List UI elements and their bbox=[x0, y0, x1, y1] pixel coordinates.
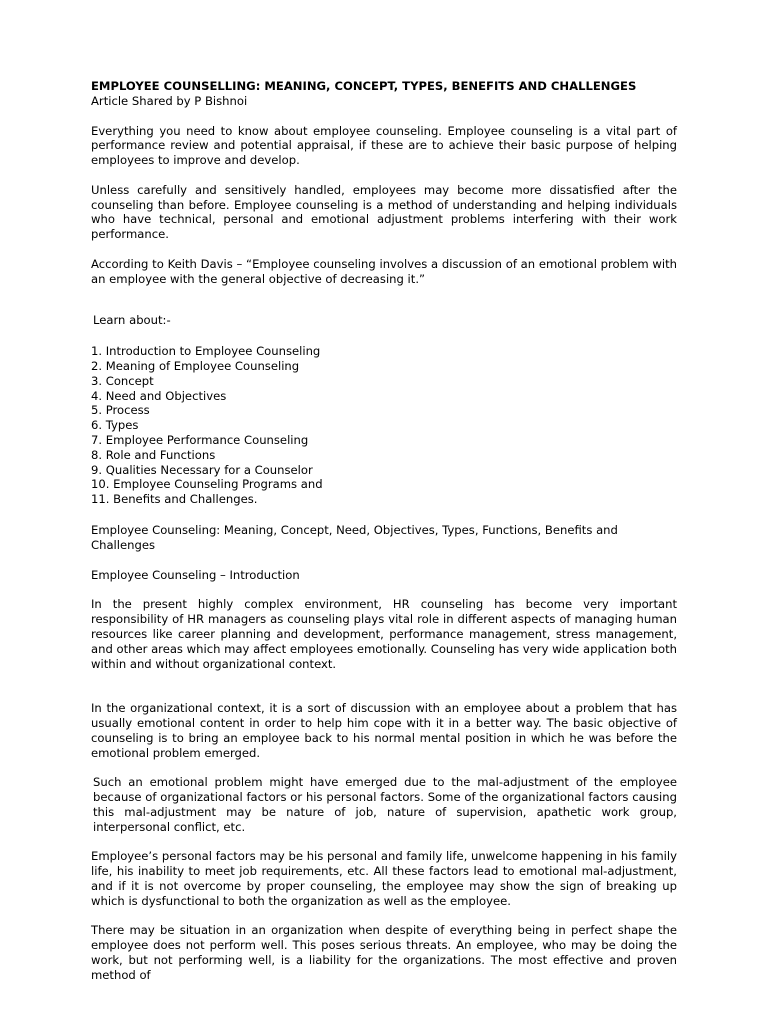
topic-item: 6. Types bbox=[91, 418, 139, 433]
topic-item: 9. Qualities Necessary for a Counselor bbox=[91, 462, 313, 477]
topic-item: 2. Meaning of Employee Counseling bbox=[91, 358, 300, 373]
section-heading: Employee Counseling: Meaning, Concept, Need, Objectives, Types, Functions, Benefits and Challenges bbox=[91, 522, 618, 552]
intro-paragraph-3: According to Keith Davis – “Employee counseling involves a discussion of an emotional problem with an employee with the general objective of decreasing it.” bbox=[91, 256, 677, 286]
topic-item: 11. Benefits and Challenges. bbox=[91, 492, 258, 507]
intro-paragraph-1: Everything you need to know about employee counseling. Employee counseling is a vital part of performance review and potential appraisal, if these are to achieve their basic purpose of helping employees to improve and develop. bbox=[91, 123, 677, 168]
article-title: EMPLOYEE COUNSELLING: MEANING, CONCEPT, TYPES, BENEFITS AND CHALLENGES bbox=[91, 79, 637, 93]
body-paragraph-5: There may be situation in an organization when despite of everything being in perfect shape the employee does not perform well. This poses serious threats. An employee, who may be doing the work, but not performing well, is a liability for the organizations. The most effective and proven method of bbox=[91, 923, 677, 982]
body-paragraph-3: Such an emotional problem might have emerged due to the mal-adjustment of the employee because of organizational factors or his personal factors. Some of the organizational factors causing this mal-adjustment may be nature of job, nature of supervision, apathetic work group, interpersonal conflict, etc. bbox=[93, 775, 677, 834]
topic-item: 4. Need and Objectives bbox=[91, 388, 227, 403]
article-byline: Article Shared by P Bishnoi bbox=[91, 93, 248, 108]
topic-item: 1. Introduction to Employee Counseling bbox=[91, 344, 321, 359]
body-paragraph-4: Employee’s personal factors may be his personal and family life, unwelcome happening in his family life, his inability to meet job requirements, etc. All these factors lead to emotional mal-adjustment, and if it is not overcome by proper counseling, the employee may show the sign of breaking up which is dysfunctional to both the organization as well as the employee. bbox=[91, 849, 677, 908]
topic-item: 5. Process bbox=[91, 403, 150, 418]
topic-item: 7. Employee Performance Counseling bbox=[91, 432, 309, 447]
topic-list bbox=[91, 344, 677, 507]
learn-about-label: Learn about:- bbox=[93, 313, 171, 328]
topic-item: 8. Role and Functions bbox=[91, 447, 216, 462]
body-paragraph-2: In the organizational context, it is a sort of discussion with an employee about a problem that has usually emotional content in order to help him cope with it in a better way. The basic objective of counseling is to bring an employee back to his normal mental position in which he was before the emotional problem emerged. bbox=[91, 701, 677, 760]
topic-item: 10. Employee Counseling Programs and bbox=[91, 477, 323, 492]
intro-paragraph-2: Unless carefully and sensitively handled, employees may become more dissatisfied after the counseling than before. Employee counseling is a method of understanding and helping individuals who have technical, personal and emotional adjustment problems interfering with their work performance. bbox=[91, 182, 677, 242]
topic-item: 3. Concept bbox=[91, 373, 154, 388]
introduction-heading: Employee Counseling – Introduction bbox=[91, 567, 300, 582]
body-paragraph-1: In the present highly complex environment, HR counseling has become very important responsibility of HR managers as counseling plays vital role in different aspects of managing human resources like career planning and development, performance management, stress management, and other areas which may affect employees emotionally. Counseling has very wide application both within and without organizational context. bbox=[91, 597, 677, 671]
